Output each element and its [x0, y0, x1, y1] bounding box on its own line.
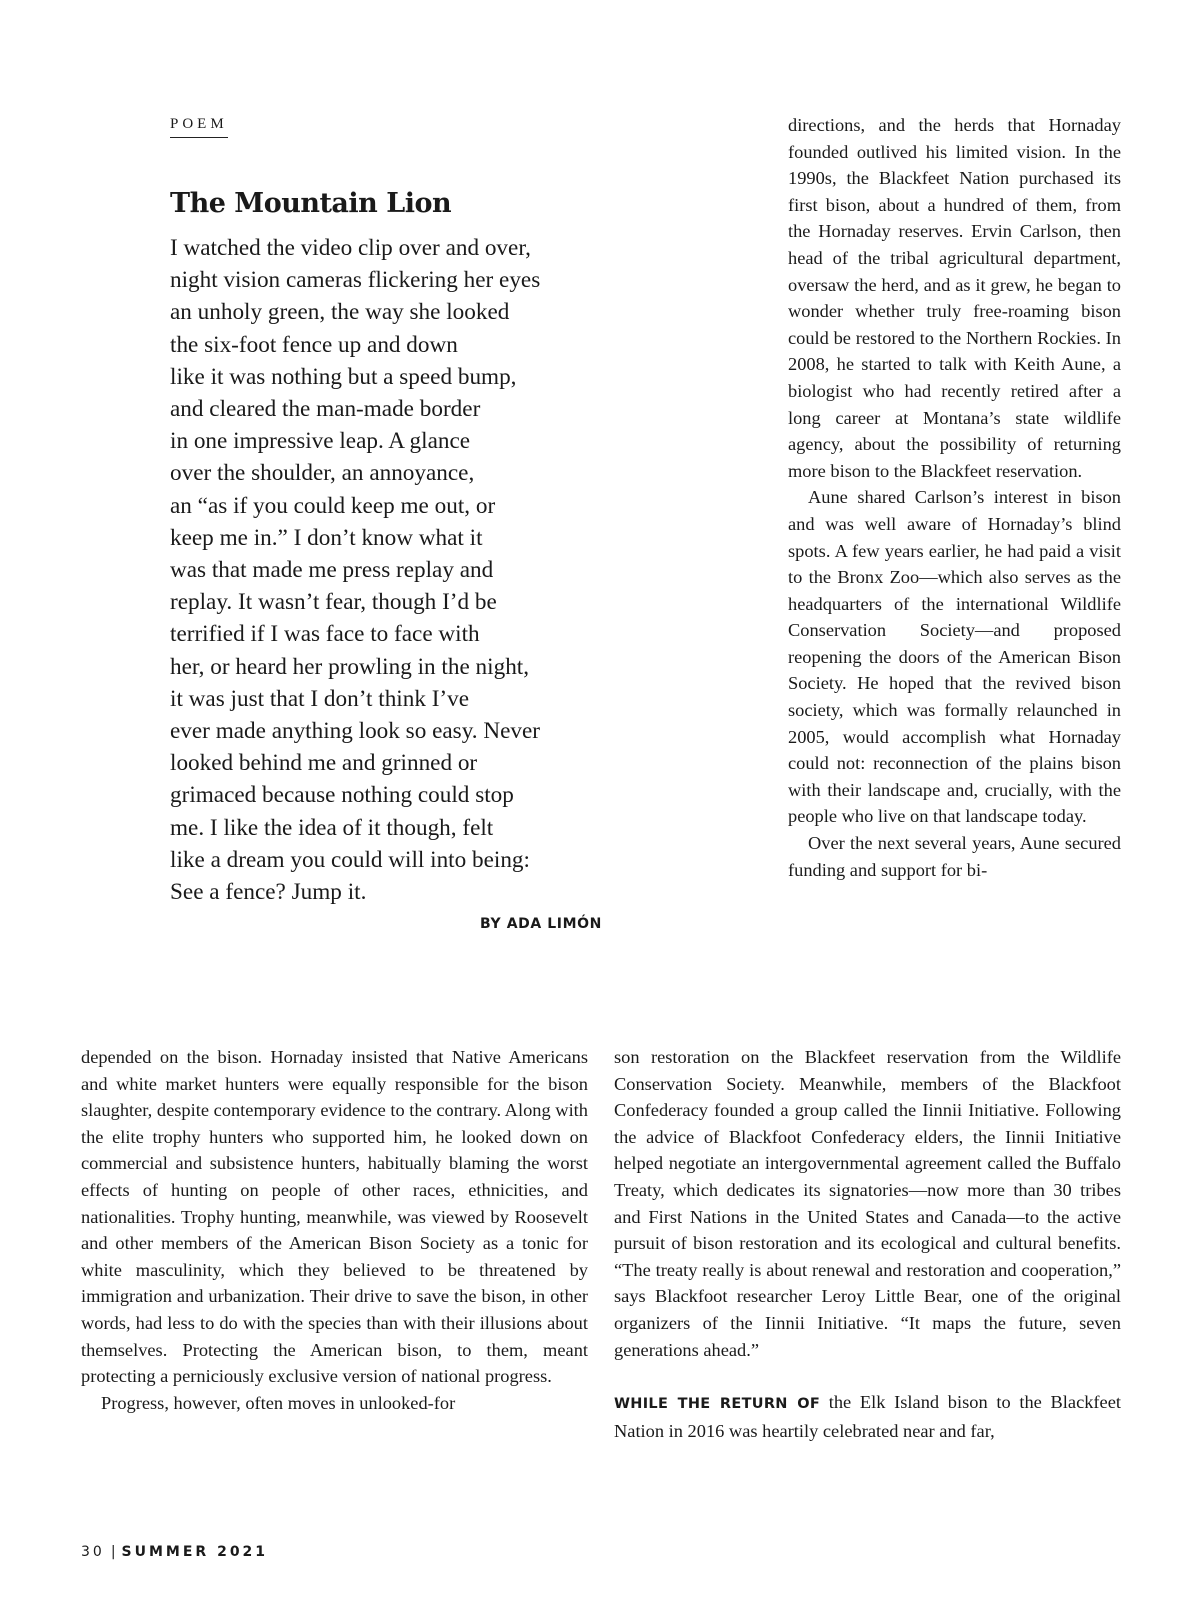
poem-line: and cleared the man-made border [170, 396, 481, 423]
poem-line: it was just that I don’t think I’ve [170, 685, 470, 712]
poem-body [170, 232, 620, 908]
section-lead-text: the Elk Island bison to the Blackfeet Nation in 2016 was heartily celebrated near and far, [614, 1392, 1121, 1441]
poem-line: in one impressive leap. A glance [170, 428, 471, 455]
poem-line: me. I like the idea of it though, felt [170, 814, 494, 841]
article-paragraph: Over the next several years, Aune secured funding and support for bi- [788, 833, 1121, 880]
poem-line: replay. It wasn’t fear, though I’d be [170, 589, 497, 616]
section-label: POEM [170, 116, 228, 138]
poem-line: over the shoulder, an annoyance, [170, 460, 475, 487]
article-paragraph: son restoration on the Blackfeet reservation from the Wildlife Conservation Society. Meanwhile, members of the Blackfoot Confederacy founded a group called the Iinnii Initiative. Following the advice of Blackfoot Confederacy elders, the Iinnii Initiative helped negotiate an intergovernmental agreement called the Buffalo Treaty, which dedicates its signatories—now more than 30 tribes and First Nations in the United States and Canada—to the active pursuit of bison restoration and its ecological and cultural benefits. “The treaty really is about renewal and restoration and cooperation,” says Blackfoot researcher Leroy Little Bear, one of the original organizers of the Iinnii Initiative. “It maps the future, seven generations ahead.” [614, 1047, 1121, 1360]
poem-line: like it was nothing but a speed bump, [170, 363, 517, 390]
article-paragraph: depended on the bison. Hornaday insisted that Native Americans and white market hunters were equally responsible for the bison slaughter, despite contemporary evidence to the contrary. Along with the elite trophy hunters who supported him, he looked down on commercial and subsistence hunters, habitually blaming the worst effects of hunting on people of other races, ethnicities, and nationalities. Trophy hunting, meanwhile, was viewed by Roosevelt and other members of the American Bison Society as a tonic for white masculinity, which they believed to be threatened by immigration and urbanization. Their drive to save the bison, in other words, had less to do with the species than with their illusions about themselves. Protecting the American bison, to them, meant protecting a perniciously exclusive version of national progress. [81, 1047, 588, 1387]
poem-line: was that made me press replay and [170, 557, 494, 584]
poem-line: night vision cameras flickering her eyes [170, 267, 541, 294]
poem-line: looked behind me and grinned or [170, 750, 478, 777]
poem-byline: BY ADA LIMÓN [480, 916, 602, 932]
poem-line: like a dream you could will into being: [170, 846, 530, 873]
poem-line: grimaced because nothing could stop [170, 782, 514, 809]
section-lead-in: WHILE THE RETURN OF [614, 1396, 821, 1413]
article-column-right-top [788, 112, 1121, 883]
article-column-left-bottom [81, 1044, 588, 1416]
poem-line: an “as if you could keep me out, or [170, 492, 496, 519]
article-column-right-bottom [614, 1044, 1121, 1444]
poem-line: an unholy green, the way she looked [170, 299, 510, 326]
issue-label: SUMMER 2021 [121, 1544, 269, 1560]
section-lead-paragraph [614, 1389, 1121, 1444]
article-paragraph: Aune shared Carlson’s interest in bison and was well aware of Hornaday’s blind spots. A few years earlier, he had paid a visit to the Bronx Zoo—which also serves as the headquarters of the international Wildlife Conservation Society—and proposed reopening the doors of the American Bison Society. He hoped that the revived bison society, which was formally relaunched in 2005, would accomplish what Hornaday could not: reconnection of the plains bison with their landscape and, crucially, with the people who live on that landscape today. [788, 487, 1121, 827]
poem-line: the six-foot fence up and down [170, 331, 458, 358]
article-paragraph: directions, and the herds that Hornaday founded outlived his limited vision. In the 1990s, the Blackfeet Nation purchased its first bison, about a hundred of them, from the Hornaday reserves. Ervin Carlson, then head of the tribal agricultural department, oversaw the herd, and as it grew, he began to wonder whether truly free-roaming bison could be restored to the Northern Rockies. In 2008, he started to talk with Keith Aune, a biologist who had recently retired after a long career at Montana’s state wildlife agency, about the possibility of returning more bison to the Blackfeet reservation. [788, 115, 1121, 481]
section-break [614, 1363, 1121, 1389]
poem-line: keep me in.” I don’t know what it [170, 524, 483, 551]
poem-line: ever made anything look so easy. Never [170, 718, 541, 745]
article-paragraph: Progress, however, often moves in unlooked-for [101, 1392, 456, 1413]
footer-separator: | [110, 1544, 116, 1560]
poem-line: terrified if I was face to face with [170, 621, 480, 648]
poem-line: her, or heard her prowling in the night, [170, 653, 530, 680]
poem-line: I watched the video clip over and over, [170, 235, 531, 261]
page-footer [81, 1544, 268, 1560]
page-number: 30 [81, 1544, 105, 1560]
poem-title: The Mountain Lion [170, 188, 452, 219]
poem-line: See a fence? Jump it. [170, 879, 367, 906]
